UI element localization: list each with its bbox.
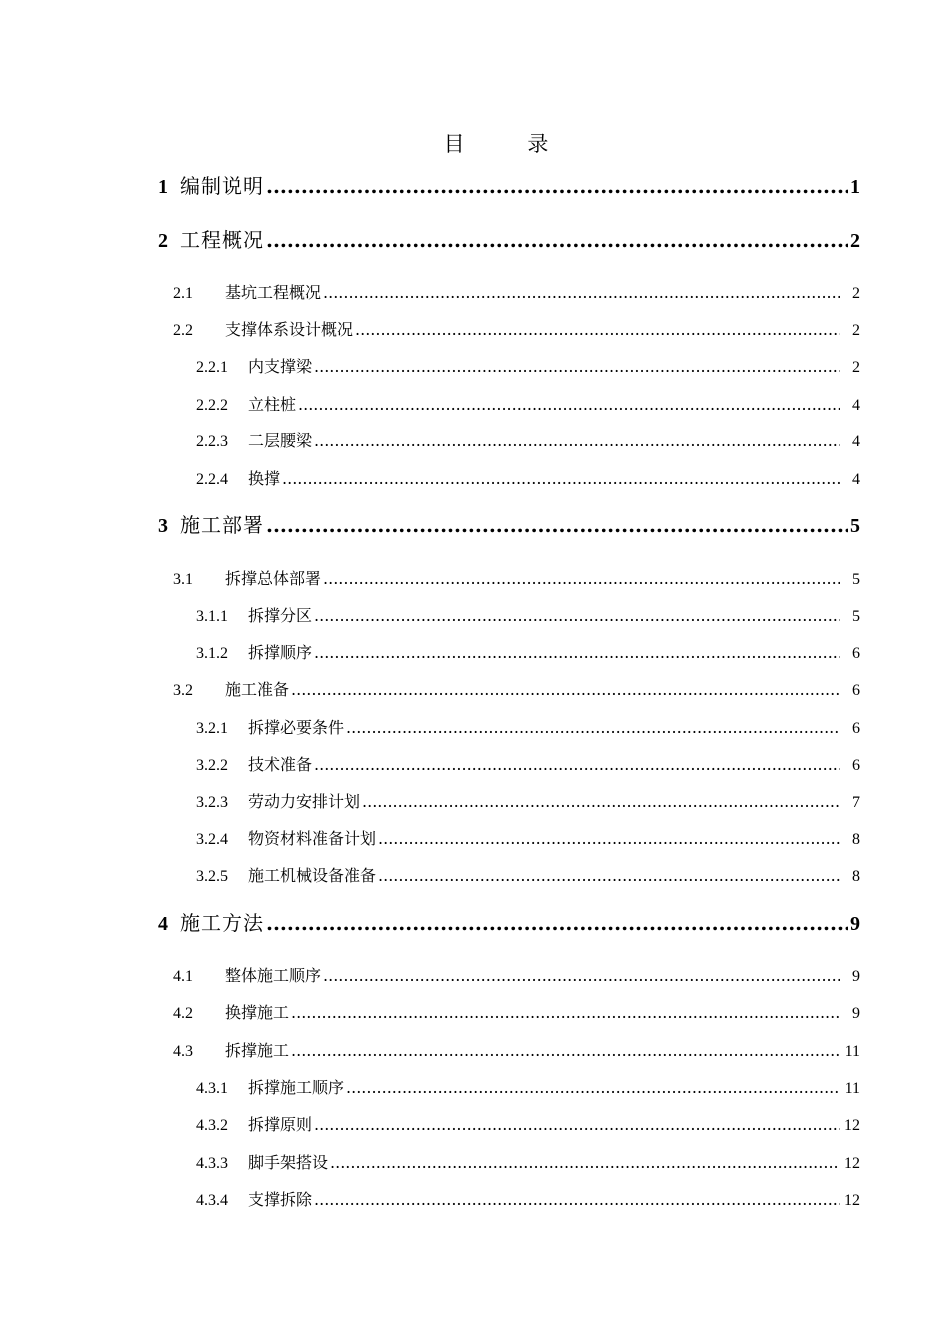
toc-page-number: 5 xyxy=(852,571,860,588)
toc-page-number: 9 xyxy=(852,968,860,985)
toc-page-number: 2 xyxy=(852,322,860,339)
toc-number: 4.2 xyxy=(173,1005,193,1022)
toc-leader xyxy=(323,569,840,588)
toc-leader xyxy=(266,174,848,198)
toc-leader xyxy=(291,680,840,699)
toc-page-number: 6 xyxy=(852,720,860,737)
toc-leader xyxy=(346,1078,840,1097)
toc-leader xyxy=(314,1115,840,1134)
toc-number: 3 xyxy=(158,515,168,537)
toc-entry-1[interactable] xyxy=(158,170,860,199)
toc-leader xyxy=(314,1190,840,1209)
toc-number: 2.2.1 xyxy=(196,359,228,376)
toc-entry-3-1[interactable] xyxy=(173,566,860,589)
toc-number: 3.1 xyxy=(173,571,193,588)
toc-leader xyxy=(314,431,840,450)
toc-page-number: 4 xyxy=(852,433,860,450)
toc-entry-4-2[interactable] xyxy=(173,1000,860,1023)
toc-number: 4.1 xyxy=(173,968,193,985)
toc-page-number: 6 xyxy=(852,645,860,662)
toc-label: 物资材料准备计划 xyxy=(248,829,377,848)
toc-entry-2-2[interactable] xyxy=(173,317,860,340)
toc-page-number: 8 xyxy=(852,868,860,885)
toc-leader xyxy=(314,357,840,376)
toc-label: 基坑工程概况 xyxy=(225,283,322,302)
toc-number: 4.3.3 xyxy=(196,1155,228,1172)
toc-entry-2[interactable] xyxy=(158,224,860,253)
toc-page-number: 2 xyxy=(852,359,860,376)
toc-label: 拆撑必要条件 xyxy=(248,718,345,737)
toc-number: 2.2 xyxy=(173,322,193,339)
toc-page-number: 1 xyxy=(850,176,860,198)
toc-page-number: 2 xyxy=(852,285,860,302)
toc-page-number: 12 xyxy=(844,1117,860,1134)
toc-number: 4.3.1 xyxy=(196,1080,228,1097)
toc-page-number: 9 xyxy=(850,913,860,935)
toc-number: 4 xyxy=(158,913,168,935)
toc-leader xyxy=(323,966,840,985)
toc-entry-2-2-4[interactable] xyxy=(196,466,860,489)
toc-label: 脚手架搭设 xyxy=(248,1153,329,1172)
toc-label: 施工部署 xyxy=(180,513,264,537)
toc-label: 施工准备 xyxy=(225,680,290,699)
toc-entry-3-1-1[interactable] xyxy=(196,603,860,626)
toc-label: 拆撑顺序 xyxy=(248,643,313,662)
toc-leader xyxy=(266,911,848,935)
toc-entry-2-2-1[interactable] xyxy=(196,354,860,377)
toc-entry-4[interactable] xyxy=(158,907,860,936)
toc-entry-3-2-5[interactable] xyxy=(196,863,860,886)
toc-leader xyxy=(291,1041,840,1060)
toc-number: 2.2.3 xyxy=(196,433,228,450)
toc-label: 拆撑施工 xyxy=(225,1041,290,1060)
toc-page-number: 6 xyxy=(852,682,860,699)
toc-entry-4-3-2[interactable] xyxy=(196,1112,860,1135)
toc-label: 拆撑施工顺序 xyxy=(248,1078,345,1097)
toc-leader xyxy=(314,755,840,774)
toc-number: 2.2.2 xyxy=(196,397,228,414)
toc-label: 拆撑原则 xyxy=(248,1115,313,1134)
toc-number: 3.2.1 xyxy=(196,720,228,737)
toc-entry-2-1[interactable] xyxy=(173,280,860,303)
toc-entry-3-2-2[interactable] xyxy=(196,752,860,775)
toc-page-number: 4 xyxy=(852,471,860,488)
toc-label: 施工方法 xyxy=(180,911,264,935)
toc-page-number: 11 xyxy=(844,1080,860,1097)
toc-page-number: 6 xyxy=(852,757,860,774)
toc-entry-4-3-4[interactable] xyxy=(196,1187,860,1210)
toc-number: 2 xyxy=(158,230,168,252)
toc-label: 拆撑总体部署 xyxy=(225,569,322,588)
toc-number: 4.3.4 xyxy=(196,1192,228,1209)
toc-leader xyxy=(282,469,840,488)
toc-leader xyxy=(330,1153,840,1172)
toc-leader xyxy=(378,829,840,848)
toc-page-number: 2 xyxy=(850,230,860,252)
toc-leader xyxy=(323,283,840,302)
toc-entry-4-3-1[interactable] xyxy=(196,1075,860,1098)
toc-entry-3-2-3[interactable] xyxy=(196,789,860,812)
toc-leader xyxy=(378,866,840,885)
toc-leader xyxy=(314,606,840,625)
toc-page-number: 11 xyxy=(844,1043,860,1060)
toc-number: 3.1.1 xyxy=(196,608,228,625)
toc-entry-3[interactable] xyxy=(158,509,860,538)
toc-label: 施工机械设备准备 xyxy=(248,866,377,885)
toc-label: 工程概况 xyxy=(180,228,264,252)
toc-page-number: 7 xyxy=(852,794,860,811)
toc-label: 换撑 xyxy=(248,469,281,488)
toc-number: 3.2.2 xyxy=(196,757,228,774)
toc-label: 支撑拆除 xyxy=(248,1190,313,1209)
toc-number: 3.2.3 xyxy=(196,794,228,811)
toc-label: 拆撑分区 xyxy=(248,606,313,625)
toc-page-number: 12 xyxy=(844,1192,860,1209)
toc-leader xyxy=(298,395,840,414)
toc-entry-4-1[interactable] xyxy=(173,963,860,986)
toc-title: 目 录 xyxy=(443,132,577,156)
toc-page-number: 12 xyxy=(844,1155,860,1172)
toc-label: 换撑施工 xyxy=(225,1003,290,1022)
toc-page-number: 5 xyxy=(852,608,860,625)
toc-page-number: 8 xyxy=(852,831,860,848)
toc-page-number: 5 xyxy=(850,515,860,537)
toc-label: 内支撑梁 xyxy=(248,357,313,376)
toc-entry-4-3[interactable] xyxy=(173,1038,860,1061)
toc-page-number: 9 xyxy=(852,1005,860,1022)
toc-label: 立柱桩 xyxy=(248,395,297,414)
toc-entry-2-2-2[interactable] xyxy=(196,392,860,415)
toc-leader xyxy=(266,513,848,537)
toc-entry-2-2-3[interactable] xyxy=(196,428,860,451)
toc-leader xyxy=(355,320,840,339)
toc-leader xyxy=(314,643,840,662)
toc-label: 二层腰梁 xyxy=(248,431,313,450)
toc-number: 4.3 xyxy=(173,1043,193,1060)
toc-entry-3-2-4[interactable] xyxy=(196,826,860,849)
toc-entry-3-2[interactable] xyxy=(173,677,860,700)
toc-number: 3.2.5 xyxy=(196,868,228,885)
toc-entry-4-3-3[interactable] xyxy=(196,1150,860,1173)
toc-number: 4.3.2 xyxy=(196,1117,228,1134)
toc-label: 整体施工顺序 xyxy=(225,966,322,985)
toc-number: 1 xyxy=(158,176,168,198)
toc-number: 2.2.4 xyxy=(196,471,228,488)
toc-number: 2.1 xyxy=(173,285,193,302)
toc-number: 3.2 xyxy=(173,682,193,699)
toc-label: 编制说明 xyxy=(180,174,264,198)
toc-entry-3-2-1[interactable] xyxy=(196,715,860,738)
toc-label: 劳动力安排计划 xyxy=(248,792,361,811)
toc-leader xyxy=(362,792,840,811)
toc-number: 3.2.4 xyxy=(196,831,228,848)
toc-leader xyxy=(346,718,840,737)
toc-leader xyxy=(291,1003,840,1022)
toc-page-number: 4 xyxy=(852,397,860,414)
toc-label: 支撑体系设计概况 xyxy=(225,320,354,339)
toc-number: 3.1.2 xyxy=(196,645,228,662)
toc-leader xyxy=(266,228,848,252)
toc-entry-3-1-2[interactable] xyxy=(196,640,860,663)
toc-label: 技术准备 xyxy=(248,755,313,774)
